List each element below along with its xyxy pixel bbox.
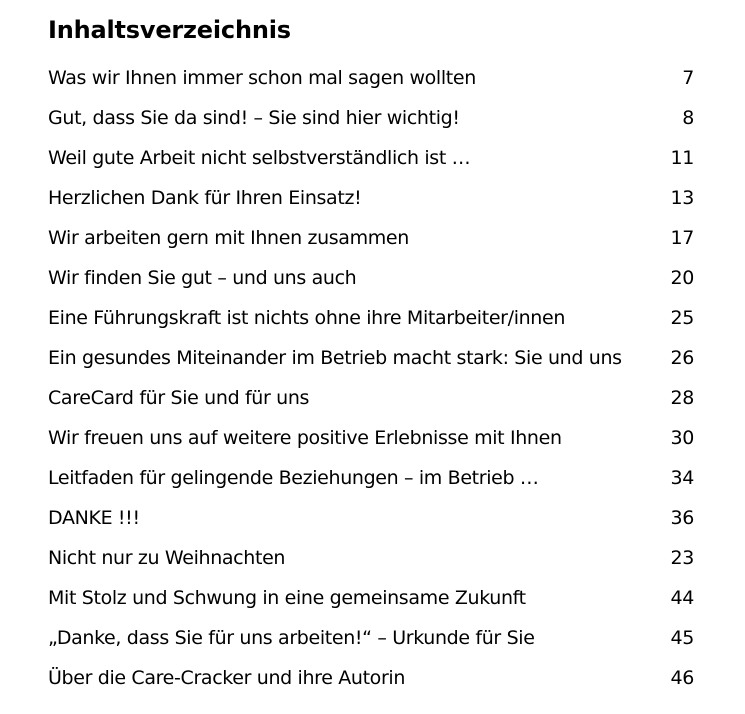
toc-entry-title: Ein gesundes Miteinander im Betrieb macht stark: Sie und uns (48, 347, 622, 369)
toc-entry (48, 220, 694, 260)
toc-entry-title: Herzlichen Dank für Ihren Einsatz! (48, 187, 362, 209)
toc-entry (48, 580, 694, 620)
toc-entry-page-number: 28 (670, 387, 694, 409)
toc-entry-page-number: 30 (670, 427, 694, 449)
toc-entry (48, 60, 694, 100)
toc-entry (48, 260, 694, 300)
toc-entry-page-number: 26 (670, 347, 694, 369)
toc-entry-page-number: 17 (670, 227, 694, 249)
toc-entry-title: „Danke, dass Sie für uns arbeiten!“ – Urkunde für Sie (48, 627, 535, 649)
toc-entry (48, 180, 694, 220)
toc-entry-page-number: 45 (670, 627, 694, 649)
toc-entry (48, 460, 694, 500)
toc-entry (48, 620, 694, 660)
toc-entry-title: Gut, dass Sie da sind! – Sie sind hier wichtig! (48, 107, 460, 129)
toc-entry (48, 140, 694, 180)
toc-entry (48, 100, 694, 140)
toc-entry-title: Mit Stolz und Schwung in eine gemeinsame Zukunft (48, 587, 526, 609)
toc-entry-page-number: 8 (682, 107, 694, 129)
toc-entry-title: CareCard für Sie und für uns (48, 387, 310, 409)
toc-entry-title: Wir freuen uns auf weitere positive Erlebnisse mit Ihnen (48, 427, 562, 449)
toc-entry-title: Was wir Ihnen immer schon mal sagen wollten (48, 67, 476, 89)
table-of-contents-page (48, 0, 698, 714)
toc-entry (48, 380, 694, 420)
toc-entry-page-number: 20 (670, 267, 694, 289)
toc-entry-page-number: 7 (682, 67, 694, 89)
toc-entry (48, 340, 694, 380)
toc-entry (48, 300, 694, 340)
toc-entry-title: Weil gute Arbeit nicht selbstverständlich ist … (48, 147, 471, 169)
toc-entry-title: Über die Care-Cracker und ihre Autorin (48, 667, 406, 689)
toc-list (48, 60, 694, 700)
toc-entry-page-number: 46 (670, 667, 694, 689)
toc-entry (48, 500, 694, 540)
toc-entry-title: Nicht nur zu Weihnachten (48, 547, 286, 569)
toc-entry (48, 540, 694, 580)
toc-entry-title: Wir finden Sie gut – und uns auch (48, 267, 357, 289)
toc-entry-page-number: 25 (670, 307, 694, 329)
toc-entry-title: Wir arbeiten gern mit Ihnen zusammen (48, 227, 409, 249)
toc-entry (48, 420, 694, 460)
toc-entry-page-number: 23 (670, 547, 694, 569)
toc-entry-page-number: 36 (670, 507, 694, 529)
toc-entry-page-number: 13 (670, 187, 694, 209)
toc-entry-page-number: 34 (670, 467, 694, 489)
toc-entry (48, 660, 694, 700)
toc-entry-title: DANKE !!! (48, 507, 140, 529)
toc-entry-title: Leitfaden für gelingende Beziehungen – im Betrieb … (48, 467, 539, 489)
toc-entry-page-number: 44 (670, 587, 694, 609)
toc-entry-page-number: 11 (670, 147, 694, 169)
toc-entry-title: Eine Führungskraft ist nichts ohne ihre Mitarbeiter/innen (48, 307, 566, 329)
toc-heading: Inhaltsverzeichnis (48, 16, 291, 44)
